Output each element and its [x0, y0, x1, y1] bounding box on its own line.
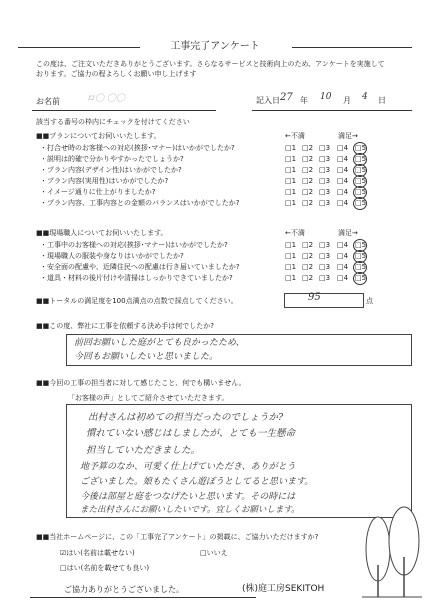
- plan-question: ・プラン内容(デザイン性)はいかがでしたか?: [40, 166, 182, 174]
- plan-option-checkbox[interactable]: □2: [302, 177, 314, 185]
- staff-selected-mark: [353, 272, 367, 285]
- plan-option-checkbox[interactable]: □3: [319, 144, 331, 152]
- plan-option-checkbox[interactable]: □5: [355, 144, 367, 152]
- plan-option-checkbox[interactable]: □4: [337, 155, 349, 163]
- score-box[interactable]: [284, 293, 364, 308]
- scale-low-staff: ←不満: [285, 229, 305, 237]
- staff-comment-line-2: 慣れていない感じはしましたが、とても一生懸命: [86, 428, 296, 439]
- staff-comment-line-4: 地予算のなか、可愛く仕上げていただき、ありがとう: [80, 462, 296, 472]
- staff-option-checkbox[interactable]: □2: [302, 241, 314, 249]
- plan-option-checkbox[interactable]: □2: [302, 166, 314, 174]
- scale-low-plan: ←不満: [285, 132, 305, 140]
- staff-option-checkbox[interactable]: □3: [319, 241, 331, 249]
- plan-question: ・説明は的確で分かりやすかったでしょうか?: [40, 155, 184, 163]
- score-value: 95: [308, 292, 321, 303]
- name-value: ロ〇 〇〇: [86, 94, 125, 104]
- reason-answer-line-2: 今回もお願いしたいと思いました。: [74, 352, 219, 362]
- plan-option-checkbox[interactable]: □3: [319, 177, 331, 185]
- staff-option-checkbox[interactable]: □4: [337, 252, 349, 260]
- staff-option-checkbox[interactable]: □5: [355, 274, 367, 282]
- staff-comment-line-7: また出村さんにお願いしたいです。宜しくお願いします。: [80, 505, 300, 515]
- staff-option-checkbox[interactable]: □4: [337, 241, 349, 249]
- plan-question: ・プラン内容(実用性)はいかがでしたか?: [40, 177, 169, 185]
- reason-answer-line-1: 前回お願いした庭がとても良かったため、: [74, 338, 245, 348]
- date-day-unit: 日: [378, 96, 386, 105]
- survey-title: 工事完了アンケート: [170, 41, 260, 52]
- staff-question: ・安全面の配慮や、近隣住民への配慮は行き届いていましたか?: [40, 263, 240, 271]
- plan-option-checkbox[interactable]: □2: [302, 155, 314, 163]
- plan-option-checkbox[interactable]: □1: [285, 188, 297, 196]
- staff-option-checkbox[interactable]: □1: [285, 263, 297, 271]
- plan-option-checkbox[interactable]: □5: [355, 177, 367, 185]
- plan-option-checkbox[interactable]: □1: [285, 177, 297, 185]
- staff-option-checkbox[interactable]: □2: [302, 252, 314, 260]
- plan-option-checkbox[interactable]: □4: [337, 177, 349, 185]
- plan-question: ・イメージ通りに仕上がりましたか?: [40, 188, 156, 196]
- staff-heading: ■■現場職人についてお伺いいたします。: [36, 229, 168, 237]
- date-label: 記入日: [256, 96, 280, 105]
- publish-question: ■■当社ホームページに、この「工事完了アンケート」の掲載に、ご協力いただけますか?: [36, 533, 319, 541]
- staff-option-checkbox[interactable]: □5: [355, 263, 367, 271]
- staff-option-checkbox[interactable]: □3: [319, 263, 331, 271]
- date-day: 4: [362, 92, 368, 102]
- thanks-text: ご協力ありがとうございました。: [64, 585, 184, 594]
- plan-option-checkbox[interactable]: □4: [337, 188, 349, 196]
- staff-comment-line-5: ございました。娘もたくさん遊ぼうとしてると思います。: [80, 477, 314, 487]
- scale-high-staff: 満足→: [338, 229, 358, 237]
- intro-line-1: この度は、ご注文いただきありがとうございます。さらなるサービスと技術向上のため、アンケートを実施して: [36, 60, 385, 68]
- plan-selected-mark: [353, 197, 367, 210]
- score-unit: 点: [366, 297, 373, 305]
- staff-option-checkbox[interactable]: □5: [355, 252, 367, 260]
- plan-option-checkbox[interactable]: □1: [285, 199, 297, 207]
- staff-option-checkbox[interactable]: □2: [302, 274, 314, 282]
- intro-line-2: おります。ご協力の程よろしくお願い申し上げます: [36, 70, 197, 78]
- staff-comment-line-3: 担当していただきました。: [86, 445, 201, 456]
- plan-question: ・打合せ時のお客様への対応(挨拶･マナー)はいかがでしたか?: [40, 144, 235, 152]
- staff-question: ・道具・材料の後片付けや清掃はしっかりできていましたか?: [40, 274, 233, 282]
- staff-option-checkbox[interactable]: □5: [355, 241, 367, 249]
- staff-comment-line-6: 今後は部屋と庭をつなげたいと思います。その時には: [80, 492, 296, 502]
- date-year-unit: 年: [300, 96, 308, 105]
- staff-option-checkbox[interactable]: □3: [319, 252, 331, 260]
- staff-comment-line-1: 出村さんは初めての担当だったのでしょうか?: [88, 412, 284, 423]
- plan-option-checkbox[interactable]: □5: [355, 166, 367, 174]
- plan-option-checkbox[interactable]: □5: [355, 155, 367, 163]
- publish-yes-anonymous[interactable]: ☑はい(名前は載せない): [60, 549, 135, 557]
- staff-option-checkbox[interactable]: □4: [337, 274, 349, 282]
- plan-option-checkbox[interactable]: □2: [302, 144, 314, 152]
- plan-option-checkbox[interactable]: □5: [355, 188, 367, 196]
- plan-option-checkbox[interactable]: □3: [319, 166, 331, 174]
- plan-option-checkbox[interactable]: □2: [302, 199, 314, 207]
- plan-question: ・プラン内容、工事内容との金額のバランスはいかがでしたか?: [40, 199, 240, 207]
- company-name: (株)庭工房SEKITOH: [242, 584, 325, 594]
- staff-option-checkbox[interactable]: □1: [285, 252, 297, 260]
- staff-question: ・工事中のお客様への対応(挨拶･マナー)はいかがでしたか?: [40, 241, 228, 249]
- plan-option-checkbox[interactable]: □1: [285, 144, 297, 152]
- plan-option-checkbox[interactable]: □3: [319, 188, 331, 196]
- date-year: 27: [280, 92, 293, 103]
- scale-high-plan: 満足→: [338, 132, 358, 140]
- staff-option-checkbox[interactable]: □3: [319, 274, 331, 282]
- staff-option-checkbox[interactable]: □1: [285, 241, 297, 249]
- score-question: ■■トータルの満足度を100点満点の点数で採点してください。: [36, 297, 238, 305]
- plan-option-checkbox[interactable]: □3: [319, 155, 331, 163]
- plan-option-checkbox[interactable]: □3: [319, 199, 331, 207]
- plan-option-checkbox[interactable]: □1: [285, 166, 297, 174]
- staff-question: ・現場職人の服装や身なりはいかがでしたか?: [40, 252, 184, 260]
- date-month: 10: [320, 92, 332, 102]
- instruction-text: 該当する番号の枠内にチェックを付けてください: [36, 118, 190, 126]
- date-month-unit: 月: [343, 96, 351, 105]
- plan-option-checkbox[interactable]: □1: [285, 155, 297, 163]
- publish-yes-named[interactable]: □はい(名前を載せても良い): [60, 564, 150, 572]
- staff-comment-question: ■■今回の工事の担当者に対して感じたこと、何でも構いません。: [36, 379, 246, 387]
- publish-no[interactable]: □いいえ: [200, 549, 228, 557]
- plan-heading: ■■プランについてお伺いいたします。: [36, 132, 161, 140]
- staff-option-checkbox[interactable]: □2: [302, 263, 314, 271]
- name-label: お名前: [36, 97, 60, 106]
- staff-option-checkbox[interactable]: □4: [337, 263, 349, 271]
- plan-option-checkbox[interactable]: □5: [355, 199, 367, 207]
- reason-question: ■■この度、弊社に工事を依頼する決め手は何でしたか?: [36, 322, 214, 330]
- tree-illustration: [360, 505, 424, 600]
- plan-option-checkbox[interactable]: □4: [337, 166, 349, 174]
- voice-label: 「お客様の声」としてご紹介させていただきます。: [68, 394, 229, 402]
- plan-option-checkbox[interactable]: □4: [337, 199, 349, 207]
- plan-option-checkbox[interactable]: □2: [302, 188, 314, 196]
- staff-option-checkbox[interactable]: □1: [285, 274, 297, 282]
- plan-option-checkbox[interactable]: □4: [337, 144, 349, 152]
